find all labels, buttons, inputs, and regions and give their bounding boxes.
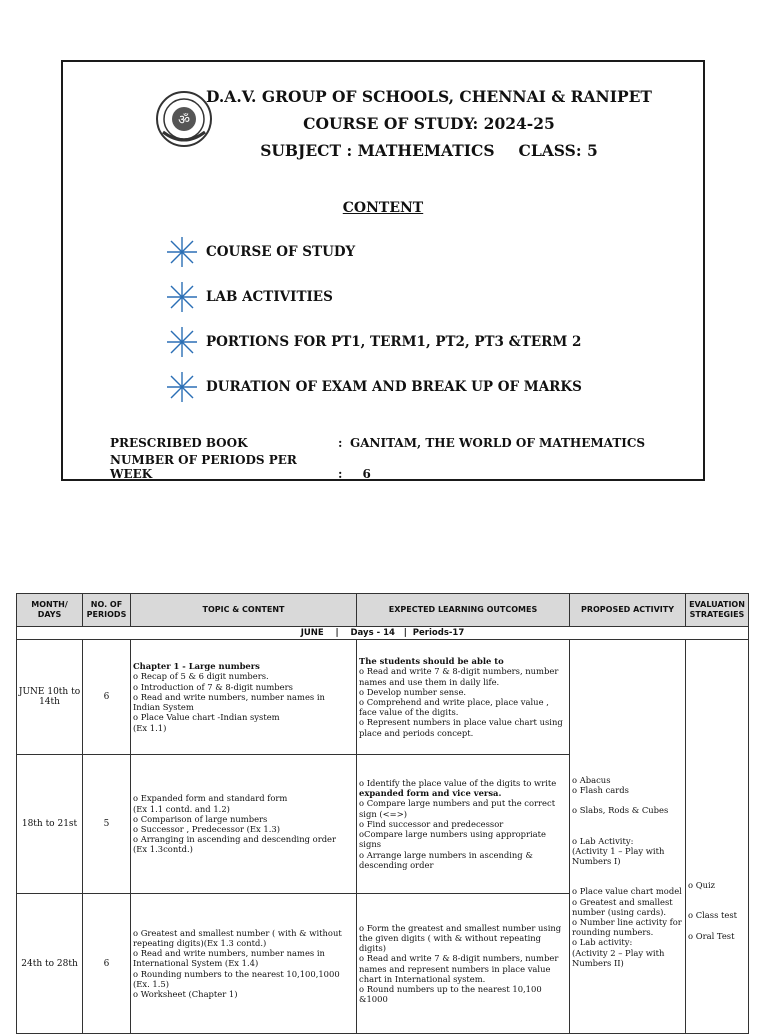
periods-label: NUMBER OF PERIODS PER WEEK	[110, 453, 297, 481]
header-activity: PROPOSED ACTIVITY	[570, 594, 686, 627]
topic-line: o Recap of 5 & 6 digit numbers.	[133, 671, 269, 682]
activity-line: o Lab Activity:	[572, 835, 634, 846]
row-periods: 6	[83, 640, 131, 755]
header-outcomes: EXPECTED LEARNING OUTCOMES	[357, 594, 570, 627]
course-title: COURSE OF STUDY: 2024-25	[303, 114, 555, 133]
topic-line: o Rounding numbers to the nearest 10,100,1000 (Ex. 1.5)	[133, 968, 340, 989]
star-bullet-icon	[166, 326, 198, 358]
topic-line: o Greatest and smallest number ( with & without repeating digits)(Ex 1.3 contd.)	[133, 927, 342, 948]
activity-line: o Greatest and smallest number (using cards).	[572, 896, 673, 917]
proposed-activity-cell	[570, 640, 686, 1034]
school-name: D.A.V. GROUP OF SCHOOLS, CHENNAI & RANIPET	[206, 87, 652, 106]
content-item-label: LAB ACTIVITIES	[206, 289, 333, 305]
row-topic	[131, 894, 357, 1034]
topic-line: o Expanded form and standard form	[133, 793, 288, 804]
evaluation-cell	[686, 640, 749, 1034]
topic-line: o Read and write numbers, number names in Indian System	[133, 691, 325, 713]
outcome-line: o Round numbers up to the nearest 10,100 &1000	[359, 983, 542, 1005]
prescribed-book-value: GANITAM, THE WORLD OF MATHEMATICS	[350, 436, 646, 450]
row-topic	[131, 755, 357, 894]
table-header-row	[17, 594, 749, 627]
activity-spacer	[572, 795, 683, 805]
topic-line: (Ex 1.1 contd. and 1.2)	[133, 803, 230, 814]
content-item-label: DURATION OF EXAM AND BREAK UP OF MARKS	[206, 379, 582, 395]
row-topic	[131, 640, 357, 755]
outcome-line: oCompare large numbers using appropriate signs	[359, 829, 546, 850]
activity-line: (Activity 2 – Play with Numbers II)	[572, 947, 665, 968]
outcome-line: o Arrange large numbers in ascending & descending order	[359, 849, 533, 870]
colon-separator: :	[338, 467, 343, 481]
outcome-line: o Find successor and predecessor	[359, 818, 504, 829]
topic-line: (Ex 1.1)	[133, 722, 167, 733]
outcome-line: o Comprehend and write place, place value , face value of the digits.	[359, 697, 549, 718]
topic-line: o Place Value chart -Indian system	[133, 712, 280, 723]
class-label: CLASS: 5	[518, 141, 598, 160]
activity-line: o Lab activity:	[572, 937, 633, 948]
content-item-course-of-study	[166, 236, 355, 268]
header-topic: TOPIC & CONTENT	[131, 594, 357, 627]
topic-line: o Introduction of 7 & 8-digit numbers	[133, 681, 293, 692]
course-plan-table	[16, 593, 749, 1034]
month-summary: JUNE | Days - 14 | Periods-17	[17, 627, 749, 640]
evaluation-line: o Class test	[688, 910, 738, 921]
outcome-line: o Form the greatest and smallest number using the given digits ( with & without repeating digits)	[359, 922, 562, 954]
row-days: 24th to 28th	[17, 894, 83, 1034]
row-days: 18th to 21st	[17, 755, 83, 894]
activity-spacer	[572, 816, 683, 836]
periods-line	[110, 453, 371, 481]
month-row	[17, 627, 749, 640]
evaluation-line: o Quiz	[688, 880, 716, 891]
topic-line: o Arranging in ascending and descending order	[133, 834, 337, 845]
topic-line: (Ex 1.3contd.)	[133, 844, 193, 855]
outcome-intro: The students should be able to	[359, 656, 504, 667]
periods-value: 6	[362, 467, 371, 481]
content-item-label: PORTIONS FOR PT1, TERM1, PT2, PT3 &TERM 2	[206, 334, 582, 350]
activity-line: o Slabs, Rods & Cubes	[572, 805, 669, 816]
topic-line: o Comparison of large numbers	[133, 813, 268, 824]
header-periods: NO. OF PERIODS	[83, 594, 131, 627]
content-heading: CONTENT	[342, 200, 424, 216]
content-item-duration	[166, 371, 582, 403]
row-periods: 5	[83, 755, 131, 894]
topic-line: o Read and write numbers, number names in International System (Ex 1.4)	[133, 948, 325, 969]
content-item-portions	[166, 326, 581, 358]
cover-box	[61, 60, 705, 481]
activity-line: (Activity 1 – Play with Numbers I)	[572, 845, 665, 867]
svg-text:ॐ: ॐ	[178, 113, 190, 128]
row-outcomes	[357, 755, 570, 894]
outcome-line: o Compare large numbers and put the correct sign (<=>)	[359, 798, 556, 819]
row-outcomes	[357, 640, 570, 755]
evaluation-line: o Oral Test	[688, 930, 735, 941]
star-bullet-icon	[166, 281, 198, 313]
topic-line: o Worksheet (Chapter 1)	[133, 989, 238, 999]
header-month-days: MONTH/ DAYS	[17, 594, 83, 627]
row-outcomes	[357, 894, 570, 1034]
outcome-line: o Represent numbers in place value chart using place and periods concept.	[359, 717, 563, 738]
colon-separator: :	[338, 436, 343, 450]
activity-spacer	[572, 866, 683, 886]
activity-line: o Abacus	[572, 775, 611, 786]
evaluation-spacer	[688, 921, 746, 931]
content-item-label: COURSE OF STUDY	[206, 244, 356, 260]
row-periods: 6	[83, 894, 131, 1034]
outcome-line: o Identify the place value of the digits to write	[359, 778, 557, 789]
table-row	[17, 640, 749, 755]
content-item-lab-activities	[166, 281, 333, 313]
row-days: JUNE 10th to 14th	[17, 640, 83, 755]
evaluation-spacer	[688, 890, 746, 910]
topic-line: o Successor , Predecessor (Ex 1.3)	[133, 824, 281, 834]
outcome-line: o Read and write 7 & 8-digit numbers, number names and represent numbers in place value chart in International system.	[359, 953, 559, 984]
subject-label: SUBJECT : MATHEMATICS	[260, 141, 495, 160]
subject-line	[63, 142, 703, 160]
outcome-line: o Read and write 7 & 8-digit numbers, number names and use them in daily life.	[359, 666, 559, 687]
chapter-title: Chapter 1 - Large numbers	[133, 661, 260, 672]
activity-line: o Flash cards	[572, 785, 629, 796]
activity-line: o Number line activity for rounding numbers.	[572, 916, 682, 938]
outcome-line: o Develop number sense.	[359, 686, 467, 697]
outcome-line: expanded form and vice versa.	[359, 788, 502, 799]
header-evaluation: EVALUATION STRATEGIES	[686, 594, 749, 627]
prescribed-book-label: PRESCRIBED BOOK	[110, 436, 248, 450]
prescribed-book-line	[110, 436, 645, 450]
activity-line: o Place value chart model	[572, 886, 682, 897]
star-bullet-icon	[166, 371, 198, 403]
star-bullet-icon	[166, 236, 198, 268]
